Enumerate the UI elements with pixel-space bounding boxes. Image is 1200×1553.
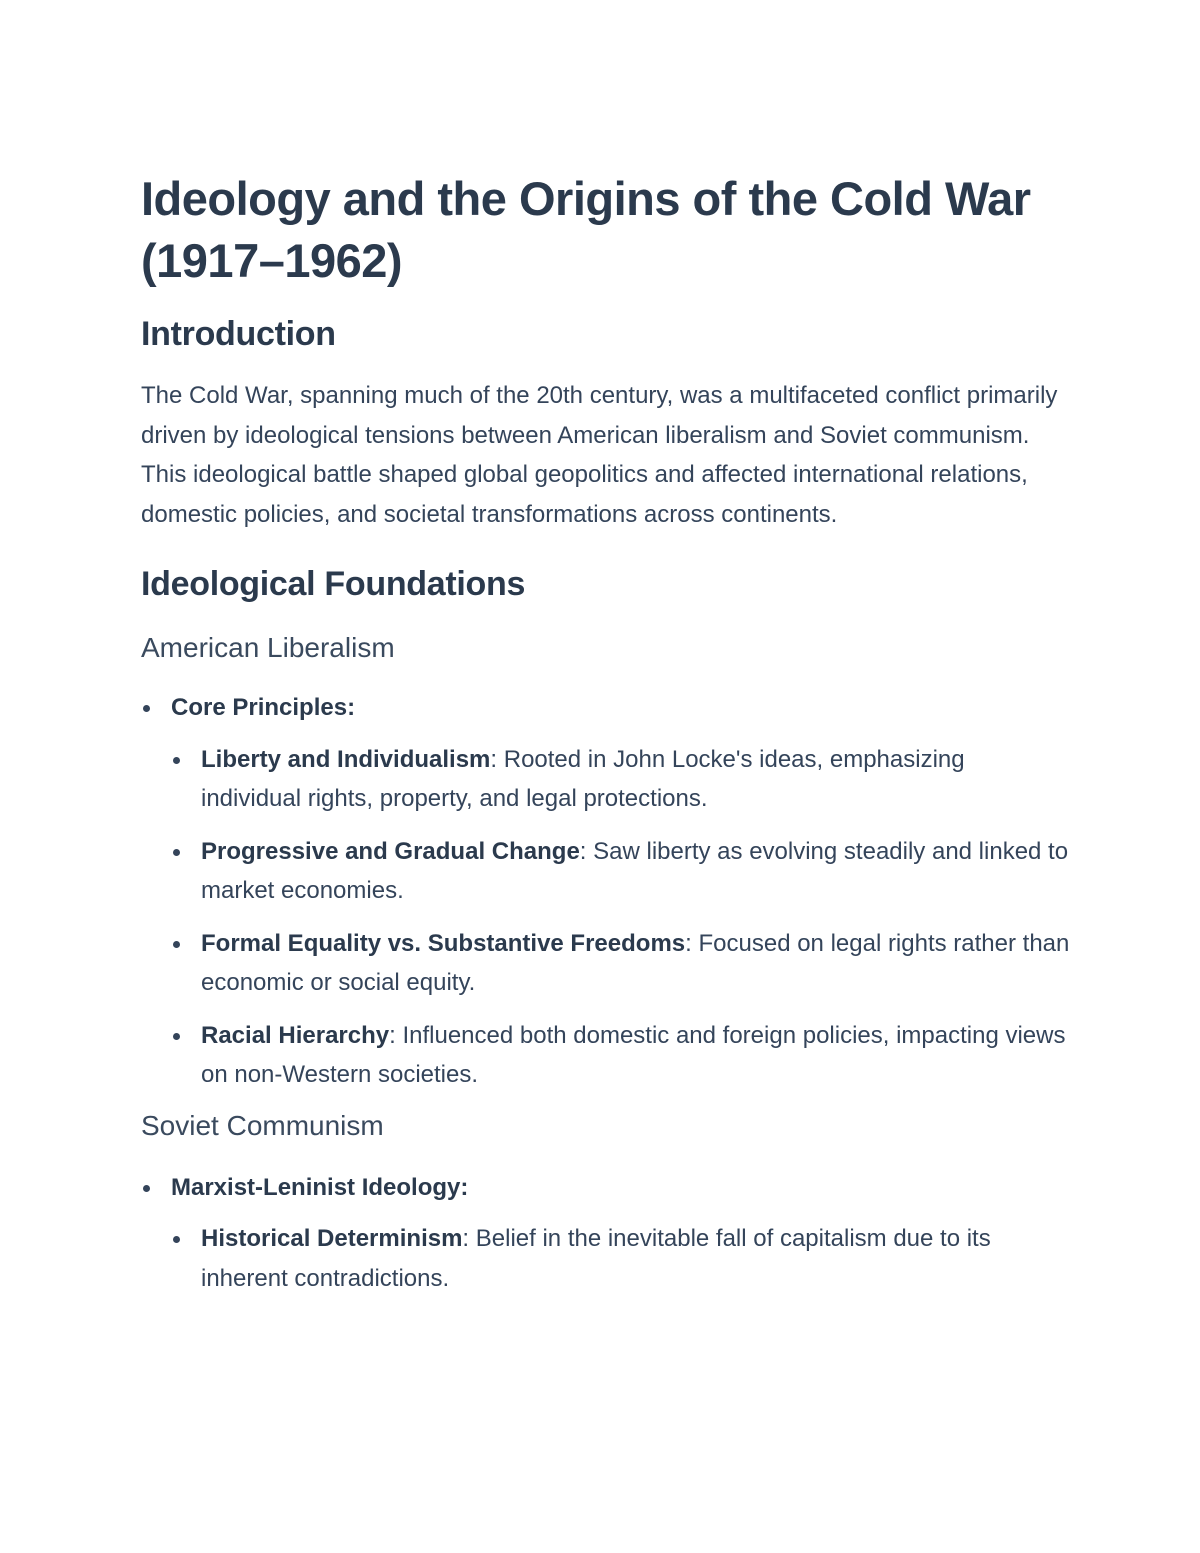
document-title: Ideology and the Origins of the Cold War (1917–1962) <box>141 172 1031 287</box>
core-principles-sublist <box>171 740 1071 1095</box>
american-liberalism-heading: American Liberalism <box>141 632 395 663</box>
ideological-foundations-heading: Ideological Foundations <box>141 565 526 603</box>
introduction-paragraph: The Cold War, spanning much of the 20th century, was a multifaceted conflict primarily driven by ideological tensions between American liberalism and Soviet communism. This ideological battle shaped global geopolitics and affected international relations, domestic policies, and societal transformations across continents. <box>141 382 1058 528</box>
document-page <box>141 168 1071 1311</box>
list-item-term: Racial Hierarchy <box>201 1021 390 1049</box>
list-item-text: Belief in the inevitable fall of capitalism due to its inherent contradictions. <box>201 1225 991 1292</box>
list-item-label: Core Principles <box>171 694 348 721</box>
list-item-term: Liberty and Individualism <box>201 745 491 773</box>
list-item: Formal Equality vs. Substantive Freedoms: Focused on legal rights rather than economic or social equity. <box>171 924 1071 1003</box>
soviet-communism-list <box>141 1168 1071 1299</box>
list-item-text: Focused on legal rights rather than economic or social equity. <box>201 929 1070 996</box>
list-item: Liberty and Individualism: Rooted in John Locke's ideas, emphasizing individual rights, property, and legal protections. <box>171 740 1071 819</box>
list-item-core-principles: Core Principles: Liberty and Individualism: Rooted in John Locke's ideas, emphasizing individual rights, property, and legal protections. Progressive and Gradual Change: Saw liberty as evolving steadily and linked to market economies. Formal Equality vs. Substantive Freedoms: Focused on legal rights rather than economic or social equity. Racial Hierarchy: Influenced both domestic and foreign policies, impacting views on non-Western societies. <box>141 688 1071 1095</box>
introduction-heading: Introduction <box>141 315 336 353</box>
list-item-text: Rooted in John Locke's ideas, emphasizing individual rights, property, and legal protections. <box>201 745 965 812</box>
list-item-term: Formal Equality vs. Substantive Freedoms <box>201 929 686 957</box>
list-item-text: Influenced both domestic and foreign policies, impacting views on non-Western societies. <box>201 1021 1066 1088</box>
list-item-term: Historical Determinism <box>201 1225 463 1252</box>
american-liberalism-list <box>141 688 1071 1095</box>
list-item-text: Saw liberty as evolving steadily and linked to market economies. <box>201 837 1069 904</box>
list-item: Historical Determinism: Belief in the inevitable fall of capitalism due to its inherent contradictions. <box>171 1219 1071 1298</box>
list-item: Racial Hierarchy: Influenced both domestic and foreign policies, impacting views on non-Western societies. <box>171 1016 1071 1095</box>
soviet-communism-heading: Soviet Communism <box>141 1109 384 1141</box>
list-item-label: Marxist-Leninist Ideology <box>171 1173 461 1201</box>
list-item-term: Progressive and Gradual Change <box>201 837 580 865</box>
list-item: Progressive and Gradual Change: Saw liberty as evolving steadily and linked to market economies. <box>171 832 1071 911</box>
marxist-leninist-sublist <box>171 1219 1071 1298</box>
list-item-marxist-leninist: Marxist-Leninist Ideology: Historical Determinism: Belief in the inevitable fall of capitalism due to its inherent contradictions. <box>141 1168 1071 1299</box>
